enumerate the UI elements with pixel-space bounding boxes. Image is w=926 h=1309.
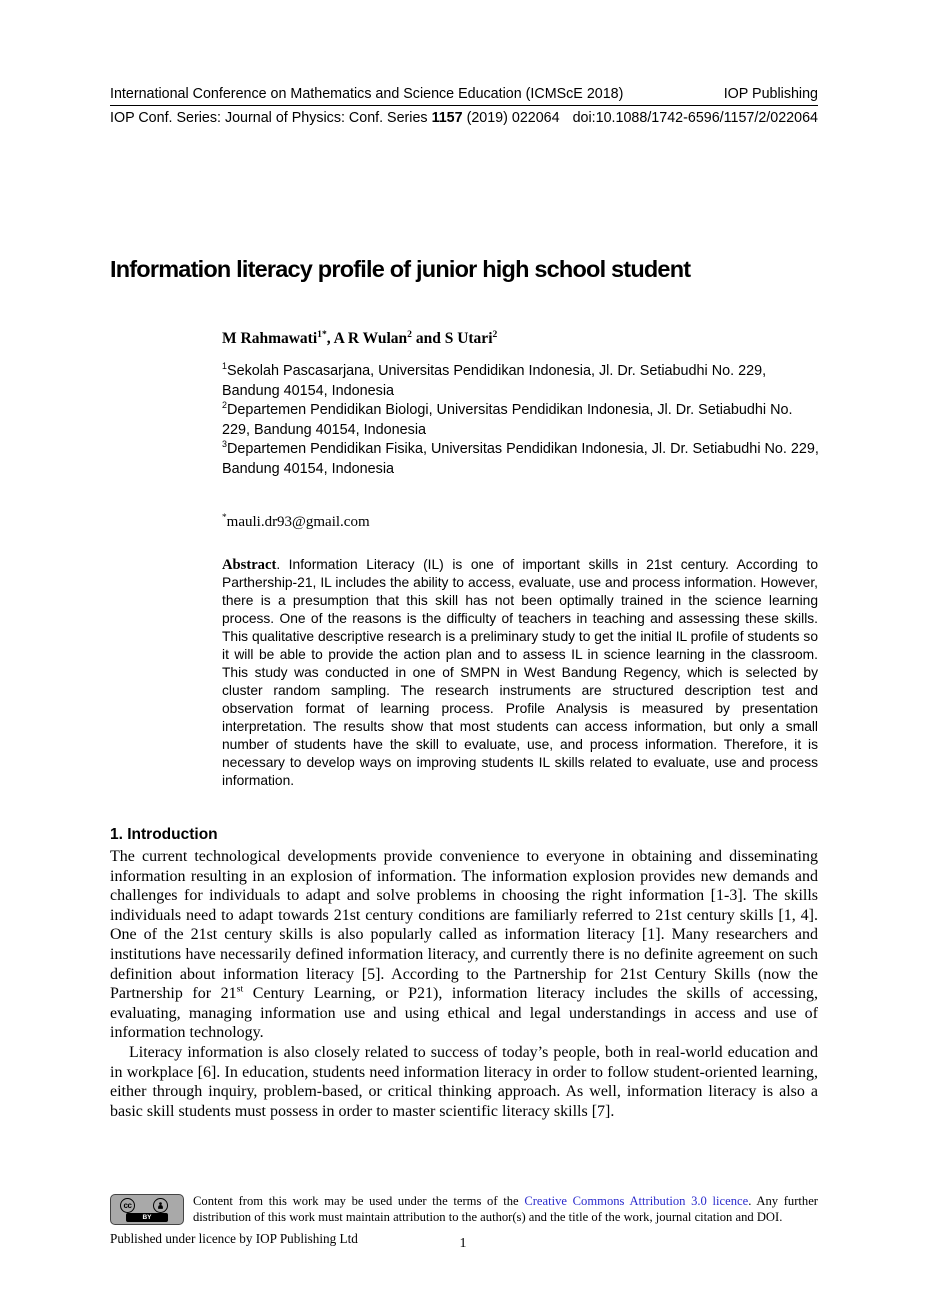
licence-text-before: Content from this work may be used under the terms of the (193, 1194, 525, 1208)
doi-text: doi:10.1088/1742-6596/1157/2/022064 (572, 110, 818, 126)
citation-line (110, 110, 560, 126)
attribution-person-icon (153, 1198, 168, 1213)
licence-text (193, 1194, 818, 1226)
introduction-paragraph-1 (110, 847, 818, 1043)
author-2-name: , A R Wulan (326, 330, 408, 347)
journal-header (110, 86, 818, 126)
abstract-paragraph (222, 556, 818, 790)
cc-icon: cc (120, 1198, 135, 1213)
abstract-label: Abstract (222, 557, 277, 573)
citation-prefix: IOP Conf. Series: Journal of Physics: Conf. Series (110, 110, 432, 126)
intro-p1-superscript: st (236, 983, 244, 995)
affiliation-3-text: Departemen Pendidikan Fisika, Universitas Pendidikan Indonesia, Jl. Dr. Setiabudhi No. 229, Bandung 40154, Indonesia (222, 441, 819, 477)
section-heading-introduction: 1. Introduction (110, 826, 218, 843)
cc-by-badge (110, 1194, 184, 1225)
email-asterisk: * (222, 513, 227, 523)
affiliation-2-text: Departemen Pendidikan Biologi, Universitas Pendidikan Indonesia, Jl. Dr. Setiabudhi No. 229, Bandung 40154, Indonesia (222, 402, 793, 438)
licence-text-after: . Any further distribution of this work must maintain attribution to the author(s) and the title of the work, journal citation and DOI. (193, 1194, 818, 1224)
citation-suffix: (2019) 022064 (462, 110, 560, 126)
affiliation-3-mark: 3 (222, 439, 227, 450)
author-3 (412, 330, 497, 347)
author-1-affil-mark: 1* (317, 328, 327, 340)
affiliations-block (222, 362, 822, 480)
header-row-conference (110, 86, 818, 106)
author-1 (222, 330, 327, 347)
authors-line (222, 330, 818, 348)
paper-title: Information literacy profile of junior high school student (110, 256, 691, 282)
publisher-name: IOP Publishing (723, 86, 818, 102)
conference-name: International Conference on Mathematics and Science Education (ICMScE 2018) (110, 86, 624, 102)
introduction-section (110, 826, 818, 1121)
intro-p1-text-a: The current technological developments provide convenience to everyone in obtaining and disseminating information resulting in an explosion of information. The information explosion provides new demands and challenges for individuals to adapt and solve problems in choosing the right information [1-3]. The skills individuals need to adapt towards 21st century conditions are familiarly referred to 21st century skills [1, 4]. One of the 21st century skills is also popularly called as information literacy [1]. Many researchers and institutions have necessarily defined information literacy, and currently there is no definite agreement on such definition about information literacy [5]. According to the Partnership for 21st Century Skills (now the Partnership for 21 (110, 848, 818, 1003)
affiliation-3 (222, 440, 822, 479)
affiliation-2-mark: 2 (222, 400, 227, 411)
affiliation-1-text: Sekolah Pascasarjana, Universitas Pendidikan Indonesia, Jl. Dr. Setiabudhi No. 229, Bandung 40154, Indonesia (222, 363, 767, 399)
intro-p1-text-b: Century Learning, or P21), information literacy includes the skills of accessing, evaluating, managing information use and using ethical and legal understandings in access and use of information technology. (110, 985, 818, 1042)
author-3-affil-mark: 2 (492, 328, 498, 340)
introduction-paragraph-2: Literacy information is also closely related to success of today’s people, both in real-world education and in workplace [6]. In education, students need information literacy in order to follow student-oriented learning, either through inquiry, problem-based, or critical thinking approach. As well, information literacy is also a basic skill students must possess in order to master scientific literacy skills [7]. (110, 1043, 818, 1120)
affiliation-1 (222, 362, 822, 401)
published-line: Published under licence by IOP Publishing Ltd (110, 1230, 358, 1246)
corresponding-email (222, 514, 370, 531)
email-text: mauli.dr93@gmail.com (226, 514, 370, 530)
header-row-citation (110, 110, 818, 126)
author-1-name: M Rahmawati (222, 330, 318, 347)
citation-volume: 1157 (431, 110, 463, 126)
licence-row (110, 1194, 818, 1226)
affiliation-1-mark: 1 (222, 361, 227, 372)
page-number: 1 (459, 1236, 467, 1251)
author-2-affil-mark: 2 (407, 328, 412, 340)
cc-by-label: BY (126, 1213, 168, 1222)
author-2 (327, 330, 412, 347)
author-3-name: and S Utari (411, 330, 493, 347)
affiliation-2 (222, 401, 822, 440)
creative-commons-link[interactable]: Creative Commons Attribution 3.0 licence (524, 1194, 749, 1208)
abstract-text: . Information Literacy (IL) is one of important skills in 21st century. According to Parthership-21, IL includes the ability to access, evaluate, use and process information. However, there is a presumption that this skill has not been optimally trained in the science learning process. One of the reasons is the difficulty of teachers in teaching and assessing these skills. This qualitative descriptive research is a preliminary study to get the initial IL profile of students so it will be able to provide the action plan and to assess IL in science learning in the classroom. This study was conducted in one of SMPN in West Bandung Regency, which is selected by cluster random sampling. The research instruments are structured description test and observation format of learning process. Profile Analysis is measured by presentation interpretation. The results show that most students can access information, but only a small number of students have the skill to evaluate, use, and process information. Therefore, it is necessary to develop ways on improving students IL skills related to evaluate, use and process information. (222, 557, 818, 788)
